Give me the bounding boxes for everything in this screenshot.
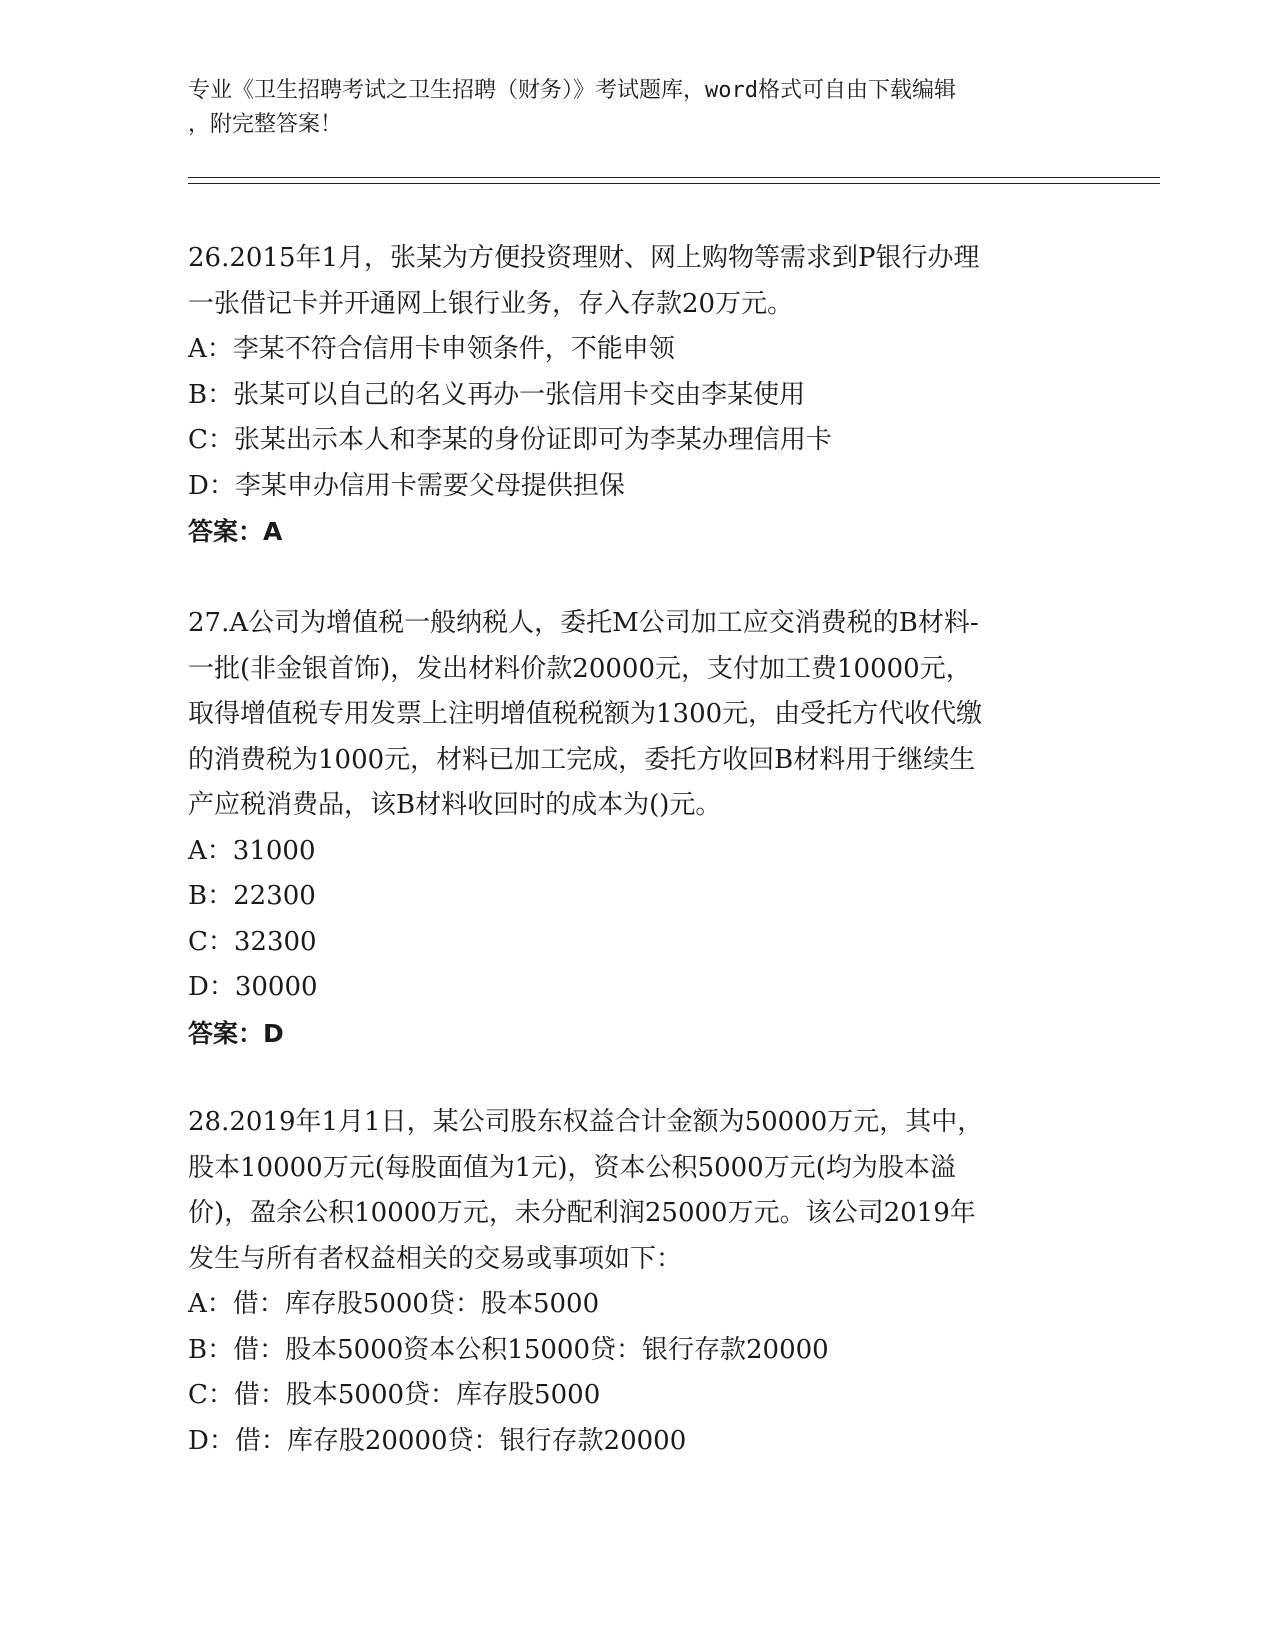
stem-line: 27.A公司为增值税一般纳税人，委托M公司加工应交消费税的B材料- xyxy=(188,608,979,638)
option-c: C：32300 xyxy=(188,926,317,957)
stem-line: 26.2015年1月，张某为方便投资理财、网上购物等需求到P银行办理 xyxy=(188,243,980,273)
answer: 答案：A xyxy=(188,517,283,546)
option-c: C：张某出示本人和李某的身份证即可为李某办理信用卡 xyxy=(188,425,832,455)
answer: 答案：D xyxy=(188,1018,284,1048)
stem-line: 一张借记卡并开通网上银行业务，存入存款20万元。 xyxy=(188,288,794,319)
question-27 xyxy=(188,601,1088,1057)
question-stem xyxy=(188,601,1088,829)
stem-line: 产应税消费品，该B材料收回时的成本为()元。 xyxy=(188,790,722,820)
stem-line: 发生与所有者权益相关的交易或事项如下： xyxy=(188,1243,683,1274)
stem-line: 28.2019年1月1日，某公司股东权益合计金额为50000万元，其中， xyxy=(188,1107,984,1137)
question-stem xyxy=(188,236,1088,327)
option-d: D：李某申办信用卡需要父母提供担保 xyxy=(188,470,625,501)
header-line-1: 专业《卫生招聘考试之卫生招聘（财务）》考试题库，word格式可自由下载编辑 xyxy=(188,78,956,103)
option-a: A：李某不符合信用卡申领条件，不能申领 xyxy=(188,334,675,364)
header-line-2: ，附完整答案！ xyxy=(188,112,343,137)
stem-line: 取得增值税专用发票上注明增值税税额为1300元，由受托方代收代缴 xyxy=(188,699,983,729)
stem-line: 一批(非金银首饰)，发出材料价款20000元，支付加工费10000元， xyxy=(188,653,972,684)
option-b: B：借：股本5000资本公积15000贷：银行存款20000 xyxy=(188,1334,829,1365)
question-stem xyxy=(188,1100,1088,1282)
stem-line: 的消费税为1000元，材料已加工完成，委托方收回B材料用于继续生 xyxy=(188,744,976,775)
option-b: B：22300 xyxy=(188,881,316,911)
stem-line: 价)，盈余公积10000万元，未分配利润25000万元。该公司2019年 xyxy=(188,1198,976,1228)
option-c: C：借：股本5000贷：库存股5000 xyxy=(188,1380,601,1410)
header-divider-bottom xyxy=(188,183,1160,184)
option-d: D：30000 xyxy=(188,972,318,1002)
option-a: A：借：库存股5000贷：股本5000 xyxy=(188,1289,600,1319)
option-d: D：借：库存股20000贷：银行存款20000 xyxy=(188,1425,687,1456)
question-26 xyxy=(188,236,1088,555)
header-divider-top xyxy=(188,177,1160,178)
stem-line: 股本10000万元(每股面值为1元)，资本公积5000万元(均为股本溢 xyxy=(188,1152,956,1183)
option-b: B：张某可以自己的名义再办一张信用卡交由李某使用 xyxy=(188,379,806,410)
question-28 xyxy=(188,1100,1088,1464)
document-header xyxy=(188,74,1088,142)
option-a: A：31000 xyxy=(188,835,316,866)
